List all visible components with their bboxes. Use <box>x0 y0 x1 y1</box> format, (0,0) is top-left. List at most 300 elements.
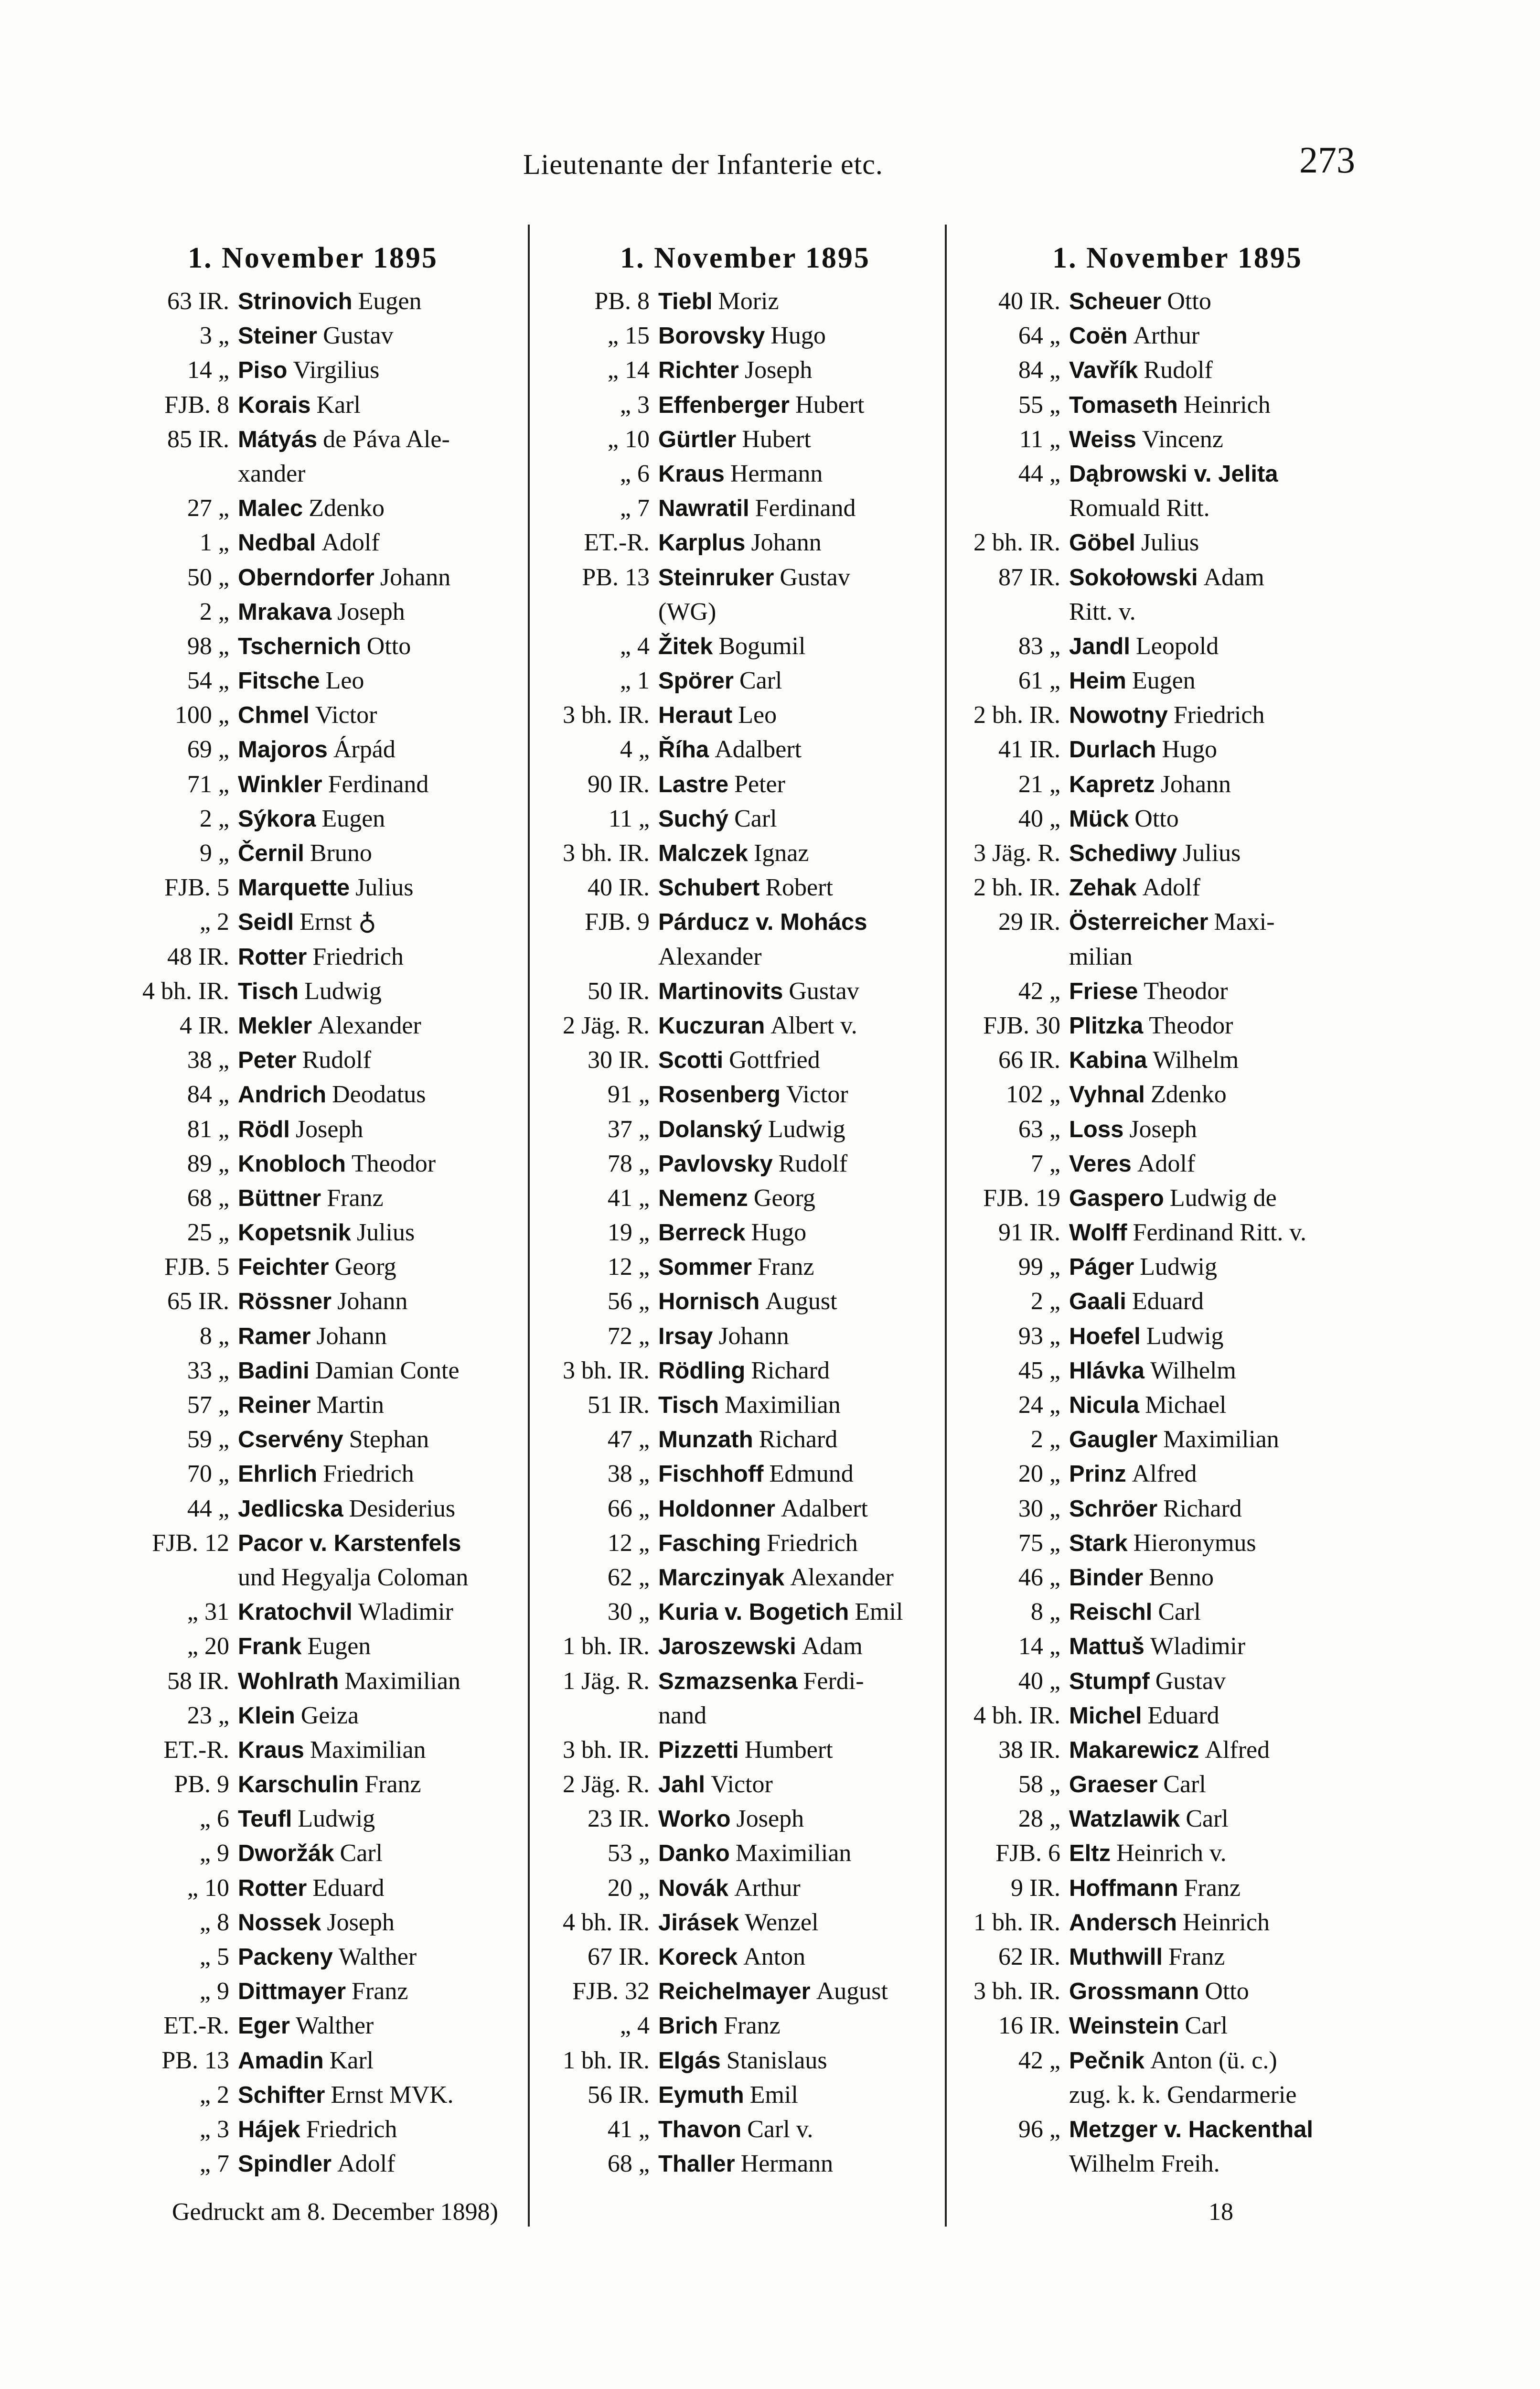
unit-designation: 93 „ <box>1018 1322 1060 1350</box>
unit-designation: 11 „ <box>1019 425 1060 453</box>
list-item <box>951 1319 1404 1354</box>
given-name: Adalbert <box>781 1495 868 1522</box>
running-header: Lieutenante der Infanterie etc. <box>523 149 883 180</box>
surname: Makarewicz <box>1069 1737 1199 1763</box>
given-name: Zdenko <box>1150 1081 1227 1108</box>
list-item <box>107 1009 518 1043</box>
list-item <box>951 1664 1404 1699</box>
unit-designation: 41 IR. <box>998 736 1060 764</box>
unit-designation: „ 6 <box>199 1805 229 1833</box>
surname: Tisch <box>658 1392 719 1418</box>
unit-designation: 54 „ <box>187 667 229 695</box>
unit-designation: 42 „ <box>1018 2046 1060 2074</box>
unit-designation: 55 „ <box>1018 391 1060 419</box>
list-item <box>107 319 518 353</box>
given-name: August <box>816 1978 888 2005</box>
unit-designation: 4 bh. IR. <box>973 1701 1060 1729</box>
given-name: Julius <box>356 1219 415 1247</box>
list-item <box>107 2147 518 2181</box>
surname: Hoffmann <box>1069 1875 1178 1901</box>
unit-designation: PB. 13 <box>161 2046 229 2074</box>
unit-designation: 23 „ <box>187 1701 229 1729</box>
unit-designation: FJB. 12 <box>152 1529 229 1557</box>
list-item <box>107 1216 518 1250</box>
print-date: Gedruckt am 8. December 1898) <box>172 2198 498 2226</box>
unit-designation: 37 „ <box>607 1115 650 1143</box>
list-item <box>107 1354 518 1388</box>
list-item <box>107 1802 518 1836</box>
surname: Schröer <box>1069 1496 1158 1522</box>
given-name: Ludwig <box>298 1805 375 1833</box>
given-name: Maximilian <box>725 1391 841 1419</box>
unit-designation: FJB. 5 <box>164 874 229 902</box>
unit-designation: 46 „ <box>1018 1563 1060 1591</box>
surname: Irsay <box>658 1323 713 1349</box>
given-name: Leopold <box>1135 632 1219 660</box>
list-item <box>107 1974 518 2009</box>
surname: Marczinyak <box>658 1564 785 1591</box>
given-name: Gustav <box>323 322 394 350</box>
surname: Dąbrowski v. Jelita <box>1069 461 1278 487</box>
surname: Jandl <box>1069 633 1130 659</box>
list-item <box>951 388 1404 422</box>
given-name: Franz <box>758 1253 814 1281</box>
given-name: Hieronymus <box>1133 1529 1256 1557</box>
given-name: Edmund <box>769 1460 854 1488</box>
surname: Sýkora <box>238 806 316 832</box>
column-1 <box>107 237 518 2231</box>
surname: Rotter <box>238 1875 307 1901</box>
surname: Richter <box>658 357 739 384</box>
given-name: Theodor <box>351 1150 436 1177</box>
unit-designation: 67 IR. <box>588 1943 650 1970</box>
unit-designation: 30 IR. <box>588 1046 650 1074</box>
list-item <box>107 1940 518 1974</box>
unit-designation: 3 Jäg. R. <box>973 839 1060 867</box>
surname: Plitzka <box>1069 1012 1144 1039</box>
surname: Zehak <box>1069 875 1137 901</box>
unit-designation: „ 1 <box>620 667 650 695</box>
given-name: Virgilius <box>293 356 380 384</box>
surname: Spörer <box>658 668 734 694</box>
surname: Mattuš <box>1069 1634 1144 1660</box>
given-name: Zdenko <box>309 495 385 522</box>
unit-designation: 47 „ <box>607 1426 650 1453</box>
given-name: Johann <box>316 1322 387 1350</box>
given-name: Wilhelm Freih. <box>1069 2150 1220 2178</box>
unit-designation: 75 „ <box>1018 1529 1060 1557</box>
list-item <box>951 974 1404 1009</box>
given-name: Gustav <box>789 977 859 1005</box>
unit-designation: 1 „ <box>199 529 229 557</box>
surname: Spindler <box>238 2151 332 2177</box>
given-name: Eduard <box>312 1874 385 1902</box>
given-name: Julius <box>1183 839 1241 867</box>
surname: Dworžák <box>238 1840 334 1867</box>
list-item <box>537 1974 953 2009</box>
surname: Prinz <box>1069 1461 1126 1487</box>
surname: Coën <box>1069 323 1128 349</box>
surname: Rödling <box>658 1357 746 1384</box>
surname: Černil <box>238 840 304 866</box>
given-name: Geiza <box>300 1701 359 1729</box>
list-item <box>537 1629 953 1664</box>
unit-designation: 98 „ <box>187 632 229 660</box>
given-name: Friedrich <box>323 1460 414 1488</box>
unit-designation: 65 IR. <box>167 1288 229 1315</box>
given-name: Julius <box>1141 529 1199 557</box>
list-item <box>537 1802 953 1836</box>
list-item <box>951 1871 1404 1905</box>
list-item <box>537 664 953 698</box>
list-item <box>537 595 953 629</box>
list-item <box>107 1836 518 1871</box>
unit-designation: 62 „ <box>607 1563 650 1591</box>
list-item <box>951 1250 1404 1284</box>
given-name: Ludwig de <box>1169 1184 1277 1212</box>
list-item <box>107 1077 518 1112</box>
surname: Vavřík <box>1069 357 1138 384</box>
surname: Munzath <box>658 1427 753 1453</box>
surname: Kraus <box>238 1737 304 1763</box>
surname: Thavon <box>658 2116 742 2142</box>
given-name: Johann <box>718 1322 789 1350</box>
list-item <box>951 353 1404 387</box>
surname: Fasching <box>658 1530 761 1556</box>
list-item <box>951 1595 1404 1629</box>
given-name: Otto <box>366 632 411 660</box>
surname: Tschernich <box>238 633 361 659</box>
given-name: Eugen <box>307 1633 371 1660</box>
list-item <box>107 1284 518 1319</box>
unit-designation: FJB. 6 <box>995 1840 1060 1867</box>
list-item <box>107 1319 518 1354</box>
list-item <box>537 802 953 836</box>
unit-designation: 69 „ <box>187 736 229 764</box>
unit-designation: 2 Jäg. R. <box>563 1771 650 1798</box>
unit-designation: „ 6 <box>620 460 650 487</box>
list-item <box>537 2147 953 2181</box>
unit-designation: 11 „ <box>608 805 650 832</box>
given-name: Carl <box>739 667 782 695</box>
surname: Büttner <box>238 1185 321 1211</box>
unit-designation: 1 bh. IR. <box>973 1908 1060 1936</box>
surname: Amadin <box>238 2047 324 2074</box>
list-item <box>107 457 518 491</box>
surname: Weinstein <box>1069 2013 1179 2039</box>
list-item <box>107 1733 518 1767</box>
list-item <box>107 871 518 905</box>
surname: Rödl <box>238 1116 290 1142</box>
given-name: Otto <box>1167 288 1211 315</box>
unit-designation: 68 „ <box>187 1184 229 1212</box>
unit-designation: 14 „ <box>187 356 229 384</box>
list-item <box>537 1284 953 1319</box>
given-name: Hermann <box>740 2150 834 2178</box>
given-name: Ludwig <box>304 977 382 1005</box>
unit-designation: FJB. 19 <box>983 1184 1060 1212</box>
given-name: Ferdinand Ritt. v. <box>1133 1219 1307 1247</box>
column-title: 1. November 1895 <box>620 242 870 274</box>
unit-designation: „ 14 <box>607 356 650 384</box>
given-name: Gottfried <box>729 1046 820 1074</box>
surname: Nossek <box>238 1909 321 1936</box>
surname: Gaugler <box>1069 1427 1158 1453</box>
surname: Párducz v. Mohács <box>658 909 867 936</box>
list-item <box>951 526 1404 560</box>
list-item <box>951 1043 1404 1077</box>
list-item <box>951 1388 1404 1422</box>
unit-designation: „ 10 <box>187 1874 229 1902</box>
surname: Borovsky <box>658 323 765 349</box>
given-name: Julius <box>355 874 414 902</box>
unit-designation: 12 „ <box>607 1529 650 1557</box>
surname: Nowotny <box>1069 702 1168 729</box>
unit-designation: „ 9 <box>199 1978 229 2005</box>
list-item <box>951 767 1404 802</box>
surname: Korais <box>238 392 311 418</box>
unit-designation: 41 „ <box>607 1184 650 1212</box>
given-name: Peter <box>734 770 785 798</box>
list-item <box>107 388 518 422</box>
list-item <box>107 1629 518 1664</box>
list-item <box>537 1009 953 1043</box>
list-item <box>537 1250 953 1284</box>
unit-designation: 20 „ <box>607 1874 650 1902</box>
list-item <box>951 422 1404 457</box>
given-name: Carl v. <box>747 2115 813 2143</box>
unit-designation: 3 bh. IR. <box>563 839 650 867</box>
unit-designation: 2 Jäg. R. <box>563 1012 650 1039</box>
surname: Novák <box>658 1875 729 1901</box>
given-name: Franz <box>364 1771 421 1798</box>
surname: Dittmayer <box>238 1979 346 2005</box>
list-item <box>107 1181 518 1216</box>
list-item <box>537 319 953 353</box>
given-name: Johann <box>337 1288 408 1315</box>
unit-designation: 90 IR. <box>588 770 650 798</box>
column-3 <box>951 237 1404 2231</box>
list-item <box>951 1905 1404 1940</box>
surname: Scheuer <box>1069 289 1162 314</box>
list-item <box>537 353 953 387</box>
given-name: Adam <box>802 1633 863 1660</box>
given-name: Vincenz <box>1142 425 1223 453</box>
list-item <box>951 1422 1404 1457</box>
unit-designation: 99 „ <box>1018 1253 1060 1281</box>
list-item <box>537 1526 953 1560</box>
surname: Berreck <box>658 1220 746 1246</box>
surname: Pizzetti <box>658 1737 739 1763</box>
surname: Eger <box>238 2013 290 2039</box>
given-name: Anton <box>743 1943 806 1970</box>
surname: Jirásek <box>658 1909 739 1936</box>
unit-designation: FJB. 30 <box>983 1012 1060 1039</box>
unit-designation: 4 bh. IR. <box>142 977 229 1005</box>
list-item <box>951 1699 1404 1733</box>
list-item <box>537 974 953 1009</box>
list-item <box>951 1526 1404 1560</box>
unit-designation: 48 IR. <box>167 943 229 970</box>
list-item <box>107 2009 518 2043</box>
list-item <box>537 1492 953 1526</box>
surname: Wohlrath <box>238 1668 339 1694</box>
unit-designation: „ 4 <box>620 632 650 660</box>
list-item <box>537 526 953 560</box>
unit-designation <box>951 2078 1069 2112</box>
unit-designation: „ 2 <box>199 2081 229 2109</box>
unit-designation: 23 IR. <box>588 1805 650 1833</box>
unit-designation: 4 „ <box>620 736 650 764</box>
given-name: milian <box>1069 943 1133 970</box>
unit-designation: FJB. 32 <box>572 1978 650 2005</box>
unit-designation: 63 IR. <box>167 288 229 315</box>
unit-designation: 1 bh. IR. <box>563 2046 650 2074</box>
unit-designation: 40 „ <box>1018 805 1060 832</box>
given-name: Leo <box>738 701 777 729</box>
given-name: Franz <box>327 1184 384 1212</box>
surname: Durlach <box>1069 737 1156 763</box>
list-item <box>951 2078 1404 2112</box>
unit-designation: 91 IR. <box>998 1219 1060 1247</box>
given-name: Rudolf <box>1144 356 1213 384</box>
unit-designation: 81 „ <box>187 1115 229 1143</box>
unit-designation: 45 „ <box>1018 1356 1060 1384</box>
list-item <box>107 1871 518 1905</box>
list-item <box>107 1043 518 1077</box>
given-name: Maximilian <box>310 1736 426 1764</box>
surname: Nedbal <box>238 530 316 556</box>
surname: Kabina <box>1069 1047 1147 1074</box>
given-name: Ludwig <box>1140 1253 1217 1281</box>
surname: Binder <box>1069 1564 1144 1591</box>
list-item <box>537 1216 953 1250</box>
surname: Knobloch <box>238 1151 346 1177</box>
list-item <box>107 1457 518 1491</box>
list-item <box>537 905 953 939</box>
given-name: Eugen <box>321 805 385 832</box>
unit-designation: „ 20 <box>187 1633 229 1660</box>
column-title: 1. November 1895 <box>1052 242 1303 274</box>
given-name: Carl <box>1163 1771 1206 1798</box>
given-name: Gustav <box>1155 1667 1226 1695</box>
list-item <box>537 284 953 319</box>
list-item <box>537 629 953 664</box>
surname: Jahl <box>658 1772 706 1798</box>
list-item <box>951 1733 1404 1767</box>
list-item <box>107 767 518 802</box>
surname: Reischl <box>1069 1599 1153 1625</box>
unit-designation: 8 „ <box>1030 1598 1060 1626</box>
given-name: Maxi- <box>1214 908 1275 936</box>
surname: Loss <box>1069 1116 1124 1142</box>
unit-designation: 40 IR. <box>588 874 650 902</box>
list-item <box>107 284 518 319</box>
list-item <box>107 1560 518 1595</box>
list-item <box>107 1526 518 1560</box>
given-name: Bogumil <box>718 632 806 660</box>
surname: Tisch <box>238 978 299 1004</box>
unit-designation: 28 „ <box>1018 1805 1060 1833</box>
list-item <box>951 560 1404 595</box>
unit-designation: 61 „ <box>1018 667 1060 695</box>
list-item <box>107 664 518 698</box>
given-name: Alfred <box>1132 1460 1197 1488</box>
list-item <box>537 871 953 905</box>
list-item <box>107 2078 518 2112</box>
list-item <box>107 1699 518 1733</box>
given-name: Heinrich v. <box>1116 1840 1227 1867</box>
given-name: Carl <box>1186 1805 1229 1833</box>
given-name: Joseph <box>736 1805 804 1833</box>
given-name: Ernst ♁ <box>299 908 376 936</box>
unit-designation: ET.-R. <box>163 1736 229 1764</box>
unit-designation: 3 „ <box>199 322 229 350</box>
given-name: Karl <box>329 2046 374 2074</box>
given-name: Walther <box>295 2012 374 2040</box>
surname: Stumpf <box>1069 1668 1150 1694</box>
unit-designation: 9 IR. <box>1011 1874 1060 1902</box>
surname: Muthwill <box>1069 1944 1163 1970</box>
unit-designation: 58 „ <box>1018 1771 1060 1798</box>
list-item <box>951 871 1404 905</box>
surname: Rosenberg <box>658 1082 781 1108</box>
list-item <box>537 1388 953 1422</box>
list-item <box>107 422 518 457</box>
list-item <box>107 940 518 974</box>
surname: Malczek <box>658 840 748 866</box>
surname: Kratochvil <box>238 1599 353 1625</box>
given-name: Wilhelm <box>1153 1046 1239 1074</box>
unit-designation: 91 „ <box>607 1081 650 1108</box>
list-item <box>951 1077 1404 1112</box>
unit-designation <box>537 595 658 629</box>
unit-designation: 25 „ <box>187 1219 229 1247</box>
given-name: Walther <box>338 1943 417 1970</box>
surname: Hájek <box>238 2116 300 2142</box>
surname: Říha <box>658 737 709 763</box>
list-item <box>107 1905 518 1940</box>
list-item <box>951 1354 1404 1388</box>
surname: Reichelmayer <box>658 1979 811 2005</box>
unit-designation: 72 „ <box>607 1322 650 1350</box>
surname: Gürtler <box>658 426 737 452</box>
unit-designation: 50 „ <box>187 563 229 591</box>
unit-designation: 1 bh. IR. <box>563 1633 650 1660</box>
list-item <box>951 1216 1404 1250</box>
unit-designation: 100 „ <box>174 701 229 729</box>
surname: Cservény <box>238 1427 343 1453</box>
surname: Rössner <box>238 1289 332 1315</box>
column-divider <box>528 225 530 2227</box>
unit-designation: 71 „ <box>187 770 229 798</box>
list-item <box>951 629 1404 664</box>
given-name: Ferdinand <box>755 495 856 522</box>
unit-designation: „ 9 <box>199 1840 229 1867</box>
unit-designation: 7 „ <box>1030 1150 1060 1177</box>
given-name: Theodor <box>1144 977 1228 1005</box>
given-name: Adolf <box>1137 1150 1196 1177</box>
unit-designation: 66 „ <box>607 1495 650 1522</box>
surname: Hlávka <box>1069 1357 1145 1384</box>
given-name: Stephan <box>349 1426 429 1453</box>
surname: Nicula <box>1069 1392 1140 1418</box>
surname: Veres <box>1069 1151 1132 1177</box>
surname: Kraus <box>658 461 725 487</box>
list-item <box>107 491 518 526</box>
given-name: Heinrich <box>1183 391 1271 419</box>
given-name: Otto <box>1134 805 1179 832</box>
